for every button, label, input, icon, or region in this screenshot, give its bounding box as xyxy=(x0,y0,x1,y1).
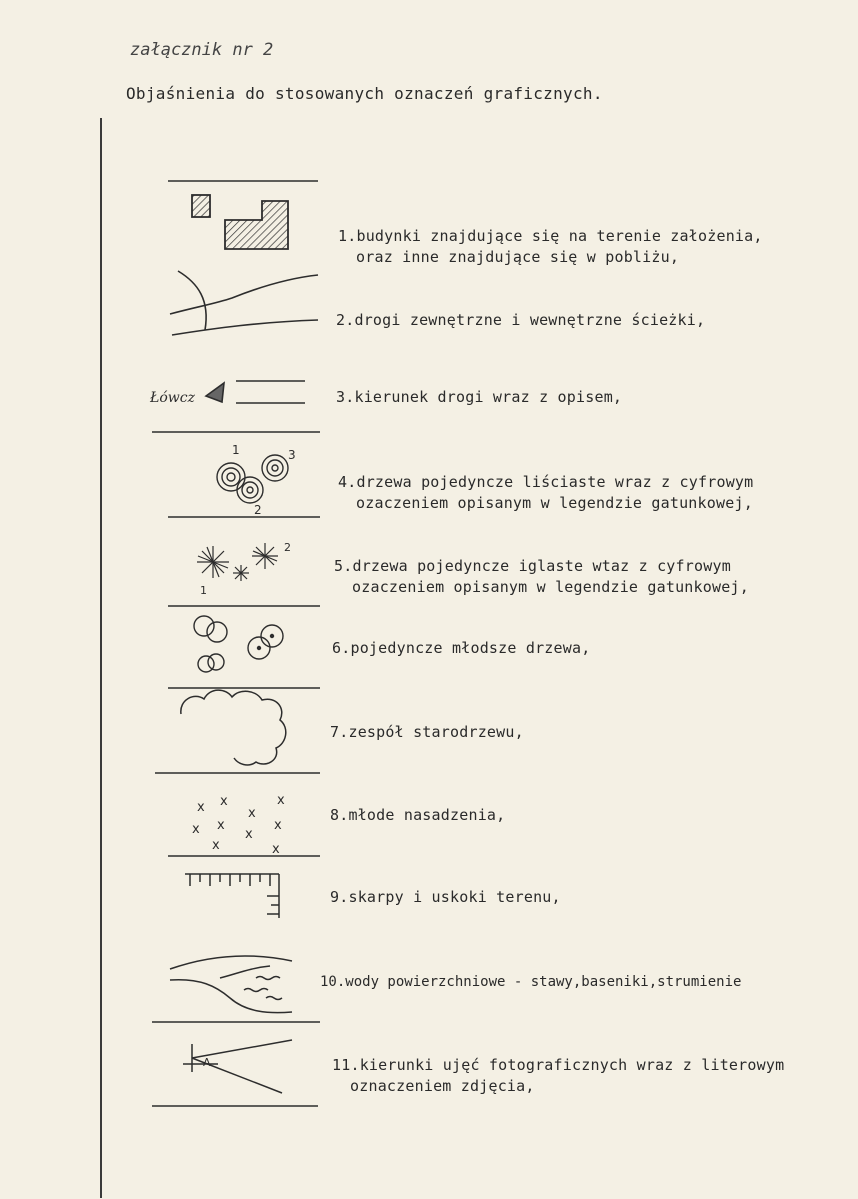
legend-item-5 xyxy=(334,556,749,598)
legend-text: 5.drzewa pojedyncze iglaste wtaz z cyfrowym xyxy=(334,557,731,575)
tree-number: 2 xyxy=(254,503,262,517)
tree-number: 1 xyxy=(232,443,240,457)
slope-symbol xyxy=(185,874,279,918)
photo-direction-symbol xyxy=(183,1040,292,1093)
svg-text:x: x xyxy=(192,822,200,837)
buildings-symbol xyxy=(192,195,288,249)
svg-text:x: x xyxy=(212,838,220,853)
legend-item-9 xyxy=(330,887,561,908)
conifer-trees-symbol xyxy=(197,541,291,597)
photo-letter: A xyxy=(203,1056,211,1069)
legend-text: oznaczeniem zdjęcia, xyxy=(350,1077,535,1095)
young-plantings-symbol xyxy=(192,793,285,857)
legend-text: 6.pojedyncze młodsze drzewa, xyxy=(332,639,591,657)
legend-text: ozaczeniem opisanym w legendzie gatunkowej, xyxy=(356,494,753,512)
tree-number: 1 xyxy=(200,584,207,597)
tree-number: 2 xyxy=(284,541,291,554)
legend-item-11 xyxy=(332,1055,784,1097)
legend-text: 3.kierunek drogi wraz z opisem, xyxy=(336,388,623,406)
svg-text:x: x xyxy=(220,794,228,809)
road-direction-symbol xyxy=(149,381,305,406)
legend-text: oraz inne znajdujące się w pobliżu, xyxy=(356,248,680,266)
young-trees-symbol xyxy=(194,616,283,672)
svg-text:x: x xyxy=(248,806,256,821)
svg-text:x: x xyxy=(217,818,225,833)
legend-text: ozaczeniem opisanym w legendzie gatunkowej, xyxy=(352,578,749,596)
legend-text: 7.zespół starodrzewu, xyxy=(330,723,524,741)
legend-item-2 xyxy=(336,310,705,331)
svg-text:x: x xyxy=(272,842,280,857)
svg-text:x: x xyxy=(277,793,285,808)
legend-item-6 xyxy=(332,638,590,659)
tree-number: 3 xyxy=(288,448,296,462)
legend-text: 11.kierunki ujęć fotograficznych wraz z literowym xyxy=(332,1056,785,1074)
legend-item-7 xyxy=(330,722,524,743)
legend-item-3 xyxy=(336,387,622,408)
old-tree-stand-symbol xyxy=(181,690,286,765)
legend-text: 9.skarpy i uskoki terenu, xyxy=(330,888,561,906)
svg-text:x: x xyxy=(197,800,205,815)
attachment-label: załącznik nr 2 xyxy=(130,40,274,60)
legend-item-8 xyxy=(330,805,505,826)
legend-text: 8.młode nasadzenia, xyxy=(330,806,506,824)
legend-text: 2.drogi zewnętrzne i wewnętrzne ścieżki, xyxy=(336,311,706,329)
legend-text: 1.budynki znajdujące się na terenie założenia, xyxy=(338,227,763,245)
page-title: Objaśnienia do stosowanych oznaczeń graficznych. xyxy=(126,84,603,103)
legend-text: 10.wody powierzchniowe - stawy,baseniki,strumienie xyxy=(320,974,742,990)
svg-text:x: x xyxy=(274,818,282,833)
water-symbol xyxy=(170,956,292,1013)
deciduous-trees-symbol xyxy=(217,443,296,517)
legend-item-10 xyxy=(320,972,741,993)
legend-item-4 xyxy=(338,472,753,514)
legend-text: 4.drzewa pojedyncze liściaste wraz z cyfrowym xyxy=(338,473,754,491)
svg-text:x: x xyxy=(245,827,253,842)
legend-item-1 xyxy=(338,226,763,268)
road-label: Łówcz xyxy=(150,390,195,406)
roads-symbol xyxy=(170,271,318,335)
